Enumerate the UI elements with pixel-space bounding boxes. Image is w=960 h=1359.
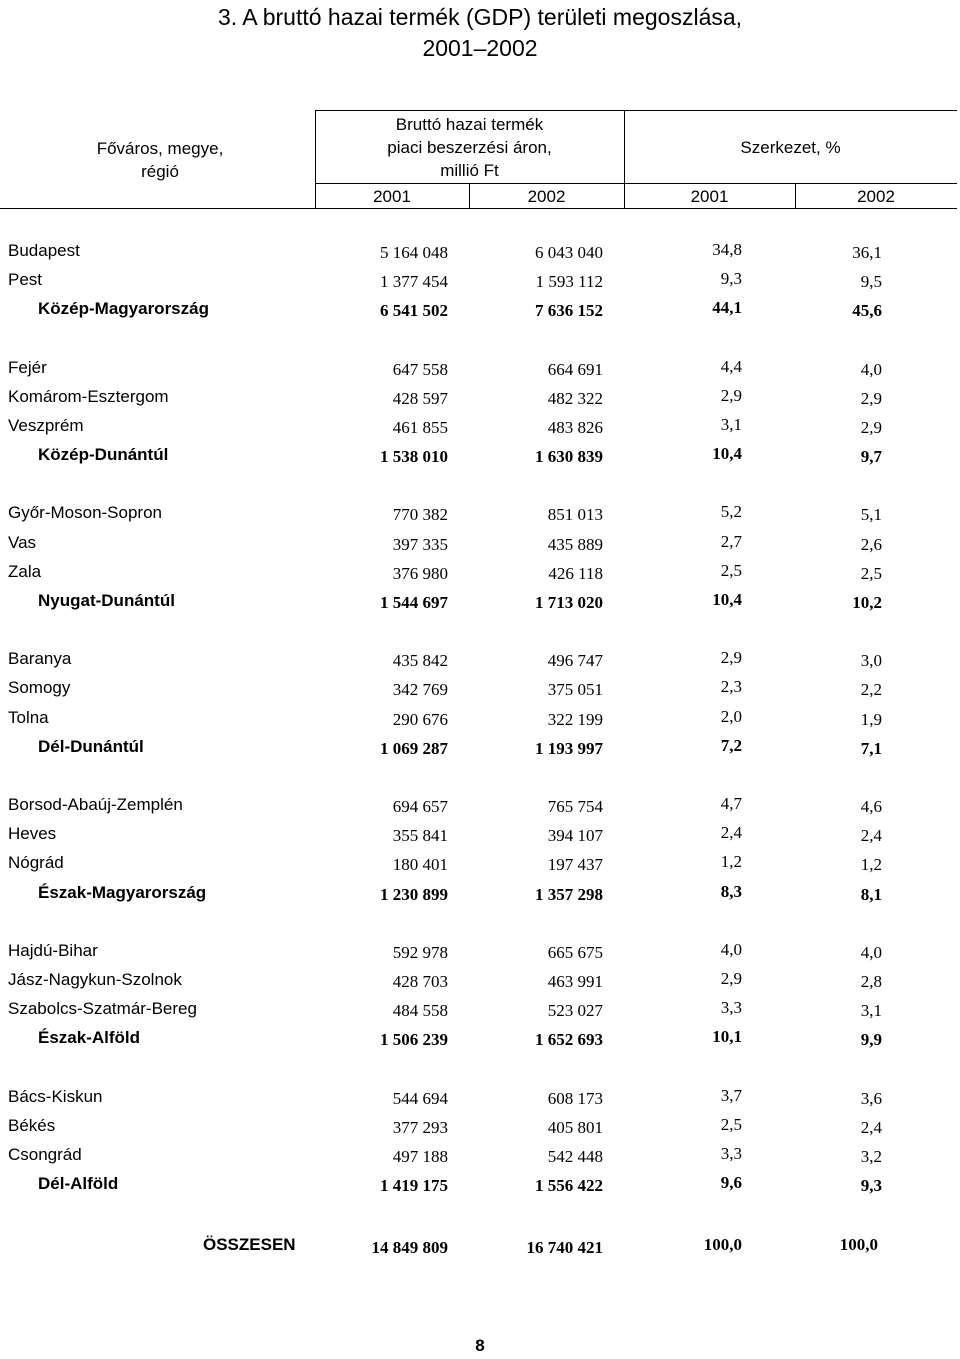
table-row	[0, 968, 960, 992]
share-2001-cell: 1,2	[720, 852, 742, 871]
share-2002-cell: 4,0	[860, 360, 882, 379]
gdp-2001-cell: 592 978	[392, 943, 448, 962]
row-label: Jász-Nagykun-Szolnok	[8, 970, 182, 989]
share-2002-cell: 9,9	[860, 1030, 882, 1049]
table-row	[0, 939, 960, 963]
share-2001-cell: 3,7	[720, 1086, 742, 1105]
share-2002-cell: 3,2	[860, 1147, 882, 1166]
share-2001-cell: 3,3	[720, 998, 742, 1017]
share-2002-cell: 2,9	[860, 389, 882, 408]
share-2001-cell: 9,3	[720, 269, 742, 288]
row-label: Győr-Moson-Sopron	[8, 503, 163, 522]
gdp-2001-cell: 1 230 899	[380, 885, 448, 904]
gdp-2001-cell: 544 694	[392, 1089, 448, 1108]
table-row	[0, 1143, 960, 1167]
share-2001-cell: 5,2	[720, 502, 742, 521]
share-2002-cell: 2,8	[860, 972, 882, 991]
row-label: Pest	[8, 270, 43, 289]
table-row	[0, 793, 960, 817]
table-row	[0, 997, 960, 1021]
header-structure-label: Szerkezet, %	[740, 138, 841, 157]
row-label: Észak-Alföld	[38, 1028, 141, 1047]
gdp-2001-cell: 342 769	[392, 680, 448, 699]
row-label: Dél-Dunántúl	[38, 737, 144, 756]
share-2002-cell: 5,1	[860, 505, 882, 524]
row-label: Csongrád	[8, 1145, 82, 1164]
header-year-struct-2001: 2001	[690, 187, 729, 206]
table-row	[0, 356, 960, 380]
table-row	[0, 647, 960, 671]
share-2002-cell: 2,2	[860, 680, 882, 699]
gdp-2002-cell: 542 448	[547, 1147, 603, 1166]
share-2001-cell: 2,9	[720, 648, 742, 667]
gdp-2002-cell: 1 193 997	[535, 739, 603, 758]
gdp-2002-cell: 1 713 020	[535, 593, 603, 612]
gdp-2001-cell: 376 980	[392, 564, 448, 583]
share-2001-cell: 4,4	[720, 357, 742, 376]
row-label: Szabolcs-Szatmár-Bereg	[8, 999, 197, 1018]
header-mid-rule	[315, 183, 957, 184]
share-2001-cell: 10,4	[712, 444, 742, 463]
row-label: Közép-Dunántúl	[38, 445, 169, 464]
gdp-2002-cell: 394 107	[547, 826, 603, 845]
gdp-2002-cell: 1 630 839	[535, 447, 603, 466]
share-2001-cell: 8,3	[720, 882, 742, 901]
gdp-2002-cell: 483 826	[547, 418, 603, 437]
share-2002-cell: 45,6	[852, 301, 882, 320]
gdp-2002-cell: 664 691	[547, 360, 603, 379]
share-2001-cell: 3,3	[720, 1144, 742, 1163]
gdp-2001-cell: 694 657	[392, 797, 448, 816]
row-label: Zala	[8, 562, 42, 581]
total-label: ÖSSZESEN	[203, 1235, 296, 1254]
total-gdp-2001: 14 849 809	[371, 1238, 448, 1257]
gdp-2002-cell: 1 593 112	[535, 272, 603, 291]
gdp-2001-cell: 1 069 287	[380, 739, 448, 758]
gdp-2001-cell: 1 419 175	[380, 1176, 448, 1195]
table-row	[0, 851, 960, 875]
table-row	[0, 501, 960, 525]
row-label: Heves	[8, 824, 57, 843]
header-year-struct-2002: 2002	[857, 187, 895, 206]
page-number: 8	[475, 1336, 485, 1355]
share-2002-cell: 8,1	[860, 885, 882, 904]
gdp-2001-cell: 484 558	[392, 1001, 448, 1020]
gdp-2001-cell: 180 401	[392, 855, 448, 874]
share-2001-cell: 2,5	[720, 561, 742, 580]
region-subtotal-row	[0, 1026, 960, 1050]
share-2002-cell: 2,4	[860, 1118, 882, 1137]
row-label: Hajdú-Bihar	[8, 941, 98, 960]
share-2002-cell: 2,5	[860, 564, 882, 583]
gdp-2002-cell: 7 636 152	[535, 301, 603, 320]
share-2001-cell: 7,2	[720, 736, 742, 755]
table-row	[0, 822, 960, 846]
share-2001-cell: 2,5	[720, 1115, 742, 1134]
gdp-2002-cell: 765 754	[547, 797, 603, 816]
share-2001-cell: 2,3	[720, 677, 742, 696]
row-label: Komárom-Esztergom	[8, 387, 169, 406]
share-2002-cell: 4,0	[860, 943, 882, 962]
gdp-2002-cell: 6 043 040	[535, 243, 603, 262]
page-title	[0, 2, 960, 64]
gdp-2002-cell: 463 991	[547, 972, 603, 991]
gdp-2002-cell: 608 173	[547, 1089, 603, 1108]
share-2002-cell: 2,9	[860, 418, 882, 437]
share-2002-cell: 9,7	[860, 447, 882, 466]
gdp-2001-cell: 377 293	[392, 1118, 448, 1137]
share-2001-cell: 2,7	[720, 532, 742, 551]
share-2001-cell: 44,1	[712, 298, 742, 317]
total-share-2002: 100,0	[839, 1235, 878, 1254]
share-2002-cell: 10,2	[852, 593, 882, 612]
share-2002-cell: 1,9	[860, 710, 882, 729]
gdp-2001-cell: 1 506 239	[380, 1030, 448, 1049]
gdp-2002-cell: 435 889	[547, 535, 603, 554]
share-2002-cell: 1,2	[860, 855, 882, 874]
row-label: Tolna	[8, 708, 49, 727]
gdp-2001-cell: 5 164 048	[380, 243, 448, 262]
total-row	[0, 1233, 960, 1257]
total-gdp-2002: 16 740 421	[526, 1238, 603, 1257]
share-2001-cell: 10,4	[712, 590, 742, 609]
share-2001-cell: 4,0	[720, 940, 742, 959]
total-share-2001: 100,0	[703, 1235, 742, 1254]
share-2002-cell: 2,4	[860, 826, 882, 845]
header-region-label: Főváros, megye, régió	[96, 139, 224, 181]
region-subtotal-row	[0, 297, 960, 321]
table-row	[0, 706, 960, 730]
gdp-2001-cell: 461 855	[392, 418, 448, 437]
row-label: Közép-Magyarország	[38, 299, 209, 318]
share-2001-cell: 4,7	[720, 794, 742, 813]
gdp-2001-cell: 1 377 454	[380, 272, 448, 291]
row-label: Somogy	[8, 678, 71, 697]
row-label: Baranya	[8, 649, 72, 668]
title-line-1: 3. A bruttó hazai termék (GDP) területi megoszlása,	[217, 4, 743, 30]
share-2001-cell: 2,9	[720, 386, 742, 405]
header-top-rule	[315, 110, 957, 111]
row-label: Nógrád	[8, 853, 64, 872]
table-row	[0, 531, 960, 555]
gdp-2002-cell: 851 013	[547, 505, 603, 524]
gdp-2002-cell: 1 357 298	[535, 885, 603, 904]
gdp-2002-cell: 523 027	[547, 1001, 603, 1020]
share-2001-cell: 9,6	[720, 1173, 742, 1192]
row-label: Veszprém	[8, 416, 84, 435]
gdp-2001-cell: 435 842	[392, 651, 448, 670]
row-label: Borsod-Abaúj-Zemplén	[8, 795, 183, 814]
share-2002-cell: 4,6	[860, 797, 882, 816]
region-subtotal-row	[0, 1172, 960, 1196]
share-2001-cell: 34,8	[712, 240, 742, 259]
row-label: Dél-Alföld	[38, 1174, 119, 1193]
share-2001-cell: 2,4	[720, 823, 742, 842]
gdp-2001-cell: 428 597	[392, 389, 448, 408]
share-2002-cell: 2,6	[860, 535, 882, 554]
table-row	[0, 268, 960, 292]
table-row	[0, 1114, 960, 1138]
share-2002-cell: 9,5	[860, 272, 882, 291]
table-row	[0, 1085, 960, 1109]
gdp-2001-cell: 428 703	[392, 972, 448, 991]
gdp-2002-cell: 665 675	[547, 943, 603, 962]
table-row	[0, 414, 960, 438]
header-bottom-rule	[0, 208, 957, 209]
gdp-2002-cell: 405 801	[547, 1118, 603, 1137]
header-gdp-label: Bruttó hazai termék piaci beszerzési áron, millió Ft	[387, 115, 552, 180]
gdp-2001-cell: 647 558	[392, 360, 448, 379]
gdp-2002-cell: 197 437	[547, 855, 603, 874]
table-row	[0, 676, 960, 700]
share-2001-cell: 10,1	[712, 1027, 742, 1046]
row-label: Nyugat-Dunántúl	[38, 591, 175, 610]
row-label: Vas	[8, 533, 37, 552]
gdp-2001-cell: 6 541 502	[380, 301, 448, 320]
gdp-2001-cell: 355 841	[392, 826, 448, 845]
gdp-2002-cell: 375 051	[547, 680, 603, 699]
gdp-2002-cell: 1 556 422	[535, 1176, 603, 1195]
gdp-2001-cell: 1 544 697	[380, 593, 448, 612]
gdp-2002-cell: 322 199	[547, 710, 603, 729]
row-label: Békés	[8, 1116, 56, 1135]
share-2002-cell: 36,1	[852, 243, 882, 262]
row-label: Észak-Magyarország	[38, 883, 207, 902]
share-2002-cell: 7,1	[860, 739, 882, 758]
share-2001-cell: 2,0	[720, 707, 742, 726]
gdp-2002-cell: 1 652 693	[535, 1030, 603, 1049]
header-year-gdp-2002: 2002	[527, 187, 566, 206]
gdp-2002-cell: 426 118	[548, 564, 603, 583]
gdp-2001-cell: 1 538 010	[380, 447, 448, 466]
region-subtotal-row	[0, 735, 960, 759]
share-2002-cell: 3,6	[860, 1089, 882, 1108]
region-subtotal-row	[0, 443, 960, 467]
share-2001-cell: 2,9	[720, 969, 742, 988]
share-2001-cell: 3,1	[720, 415, 742, 434]
gdp-2001-cell: 770 382	[392, 505, 448, 524]
region-subtotal-row	[0, 589, 960, 613]
share-2002-cell: 3,1	[860, 1001, 882, 1020]
share-2002-cell: 3,0	[860, 651, 882, 670]
gdp-2002-cell: 496 747	[547, 651, 603, 670]
header-year-gdp-2001: 2001	[373, 187, 411, 206]
row-label: Budapest	[8, 241, 80, 260]
share-2002-cell: 9,3	[860, 1176, 882, 1195]
region-subtotal-row	[0, 881, 960, 905]
table-row	[0, 239, 960, 263]
table-row	[0, 385, 960, 409]
table-row	[0, 560, 960, 584]
gdp-2002-cell: 482 322	[547, 389, 603, 408]
title-line-2: 2001–2002	[422, 35, 538, 61]
gdp-2001-cell: 397 335	[392, 535, 448, 554]
row-label: Bács-Kiskun	[8, 1087, 103, 1106]
gdp-2001-cell: 290 676	[392, 710, 448, 729]
gdp-2001-cell: 497 188	[392, 1147, 448, 1166]
row-label: Fejér	[8, 358, 47, 377]
